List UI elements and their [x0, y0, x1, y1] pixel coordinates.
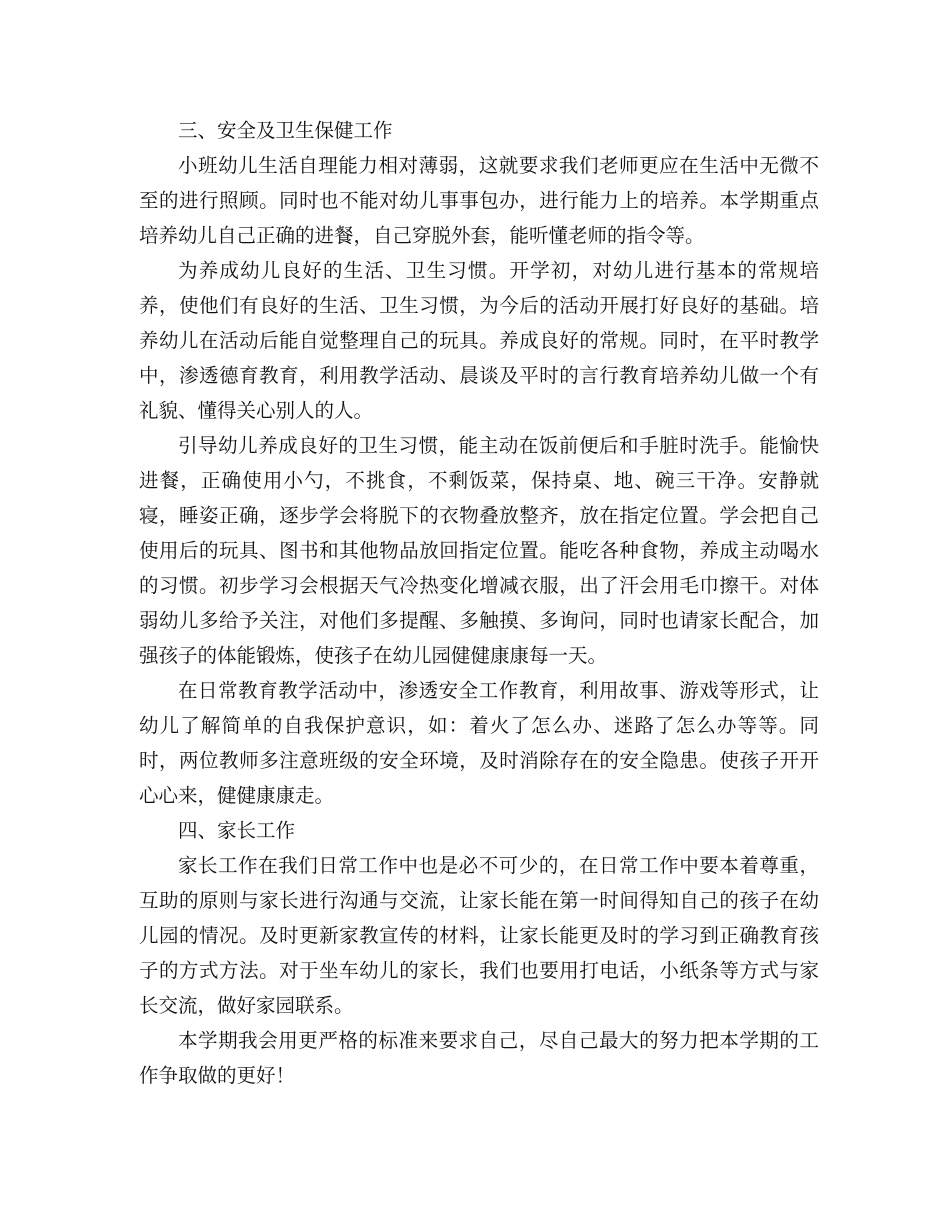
section-heading-safety-health: 三、安全及卫生保健工作 [178, 119, 393, 142]
paragraph-parent-communication: 家长工作在我们日常工作中也是必不可少的，在日常工作中要本着尊重，互助的原则与家长进行沟通与交流，让家长能在第一时间得知自己的孩子在幼儿园的情况。及时更新家教宣传的材料，让家长能更及时的学习到正确教育孩子的方式方法。对于坐车幼儿的家长，我们也要用打电话，小纸条等方式与家长交流，做好家园联系。 [139, 854, 819, 1017]
document-body [139, 113, 819, 1093]
section-heading-parent-work: 四、家长工作 [178, 819, 296, 842]
paragraph-safety-education: 在日常教育教学活动中，渗透安全工作教育，利用故事、游戏等形式，让幼儿了解简单的自我保护意识，如：着火了怎么办、迷路了怎么办等等。同时，两位教师多注意班级的安全环境，及时消除存在的安全隐患。使孩子开开心心来，健健康康走。 [139, 679, 819, 807]
paragraph-self-care: 小班幼儿生活自理能力相对薄弱，这就要求我们老师更应在生活中无微不至的进行照顾。同时也不能对幼儿事事包办，进行能力上的培养。本学期重点培养幼儿自己正确的进餐，自己穿脱外套，能听懂老师的指令等。 [139, 154, 819, 247]
paragraph-conclusion: 本学期我会用更严格的标准来要求自己，尽自己最大的努力把本学期的工作争取做的更好！ [139, 1029, 819, 1087]
paragraph-habits: 为养成幼儿良好的生活、卫生习惯。开学初，对幼儿进行基本的常规培养，使他们有良好的生活、卫生习惯，为今后的活动开展打好良好的基础。培养幼儿在活动后能自觉整理自己的玩具。养成良好的常规。同时，在平时教学中，渗透德育教育，利用教学活动、晨谈及平时的言行教育培养幼儿做一个有礼貌、懂得关心别人的人。 [139, 259, 819, 422]
paragraph-hygiene: 引导幼儿养成良好的卫生习惯，能主动在饭前便后和手脏时洗手。能愉快进餐，正确使用小勺，不挑食，不剩饭菜，保持桌、地、碗三干净。安静就寝，睡姿正确，逐步学会将脱下的衣物叠放整齐，放在指定位置。学会把自己使用后的玩具、图书和其他物品放回指定位置。能吃各种食物，养成主动喝水的习惯。初步学习会根据天气冷热变化增减衣服，出了汗会用毛巾擦干。对体弱幼儿多给予关注，对他们多提醒、多触摸、多询问，同时也请家长配合，加强孩子的体能锻炼，使孩子在幼儿园健健康康每一天。 [139, 434, 819, 667]
